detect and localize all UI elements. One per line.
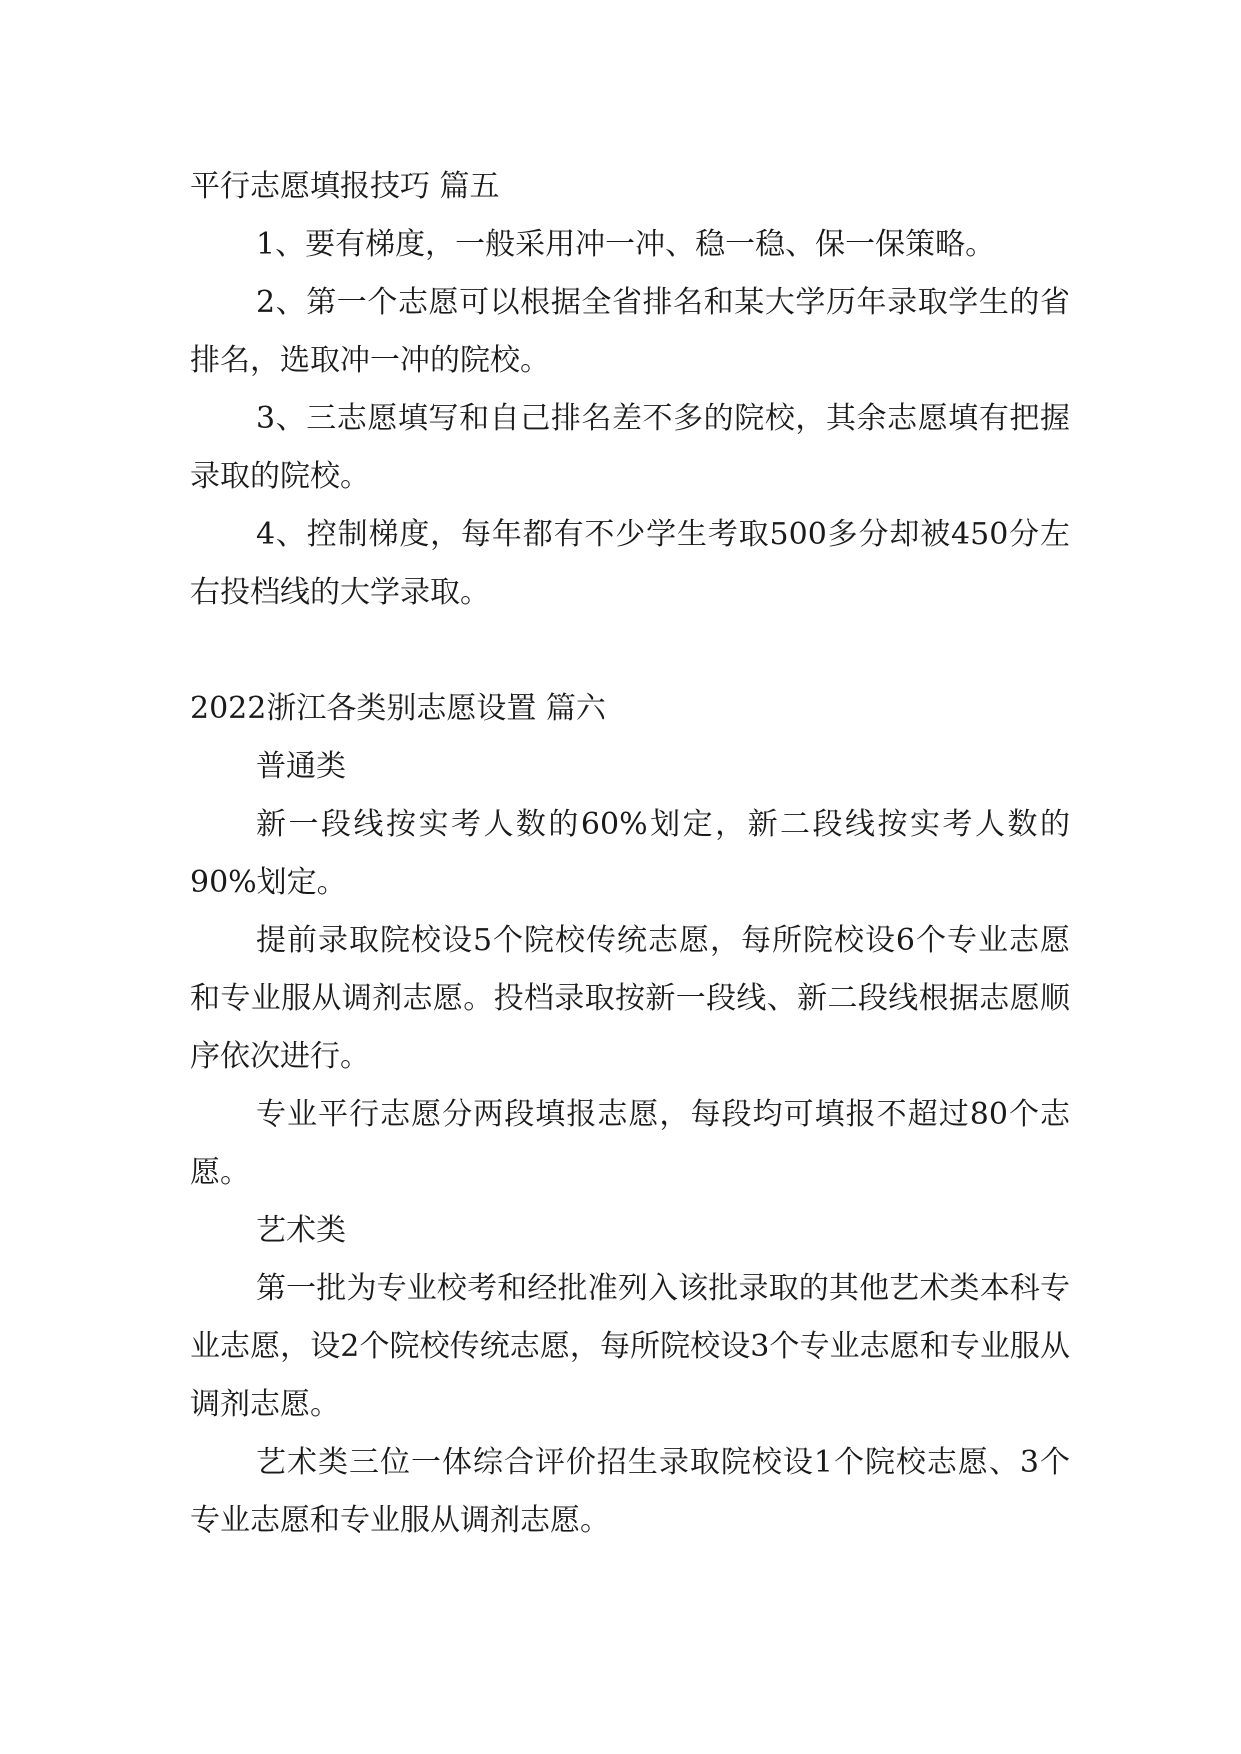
section-spacer xyxy=(190,622,1070,680)
paragraph: 1、要有梯度，一般采用冲一冲、稳一稳、保一保策略。 xyxy=(256,227,996,262)
subheading: 艺术类 xyxy=(256,1213,346,1248)
section-title: 2022浙江各类别志愿设置 篇六 xyxy=(190,691,606,726)
section-title: 平行志愿填报技巧 篇五 xyxy=(190,169,500,204)
paragraph: 新一段线按实考人数的60%划定，新二段线按实考人数的90%划定。 xyxy=(190,807,1070,900)
document-body xyxy=(190,158,1070,1550)
paragraph: 3、三志愿填写和自己排名差不多的院校，其余志愿填有把握录取的院校。 xyxy=(190,401,1070,494)
paragraph: 专业平行志愿分两段填报志愿，每段均可填报不超过80个志愿。 xyxy=(190,1097,1070,1190)
paragraph: 4、控制梯度，每年都有不少学生考取500多分却被450分左右投档线的大学录取。 xyxy=(190,517,1070,610)
paragraph: 第一批为专业校考和经批准列入该批录取的其他艺术类本科专业志愿，设2个院校传统志愿，每所院校设3个专业志愿和专业服从调剂志愿。 xyxy=(190,1271,1070,1422)
paragraph: 艺术类三位一体综合评价招生录取院校设1个院校志愿、3个专业志愿和专业服从调剂志愿。 xyxy=(190,1445,1070,1538)
paragraph: 提前录取院校设5个院校传统志愿，每所院校设6个专业志愿和专业服从调剂志愿。投档录取按新一段线、新二段线根据志愿顺序依次进行。 xyxy=(190,923,1070,1074)
subheading: 普通类 xyxy=(256,749,346,784)
paragraph: 2、第一个志愿可以根据全省排名和某大学历年录取学生的省排名，选取冲一冲的院校。 xyxy=(190,285,1070,378)
